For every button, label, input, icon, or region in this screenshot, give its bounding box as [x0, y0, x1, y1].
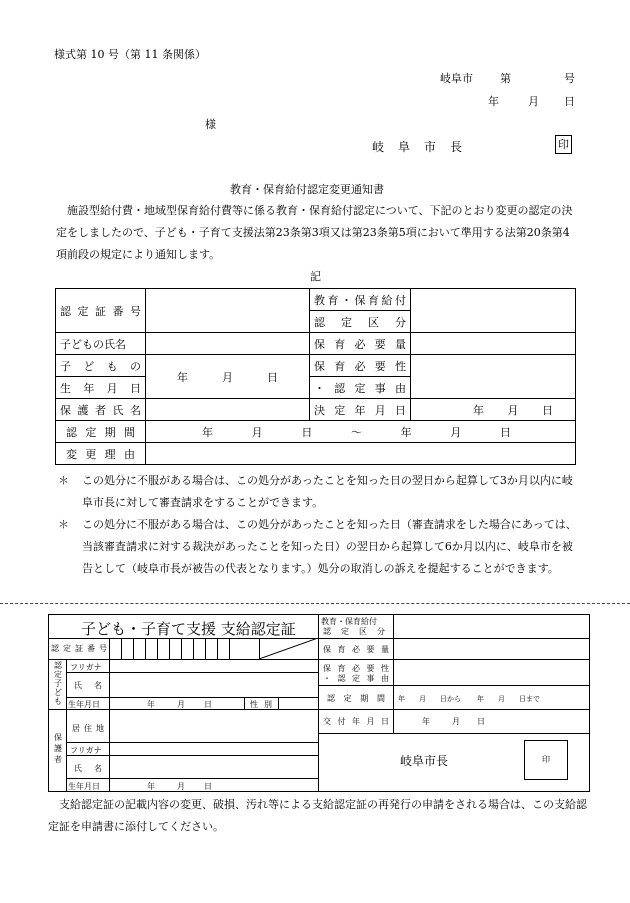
label-edu-cat-2: 認 定 区 分: [310, 311, 411, 333]
child-birth-month: 月: [177, 700, 185, 709]
label-decision-date: 決 定 年 月 日: [310, 399, 411, 421]
guardian-birth-month: 月: [177, 782, 185, 791]
label-need-reason-1: 保 育 必 要 性: [310, 355, 411, 377]
label-child-birth-2: 生 年 月 日: [56, 377, 146, 399]
ki-mark: 記: [310, 270, 321, 283]
cert-label-issue-date: 交 付 年 月 日: [323, 717, 389, 726]
child-birth-label: 生年月日: [68, 700, 100, 709]
guardian-name-label: 氏 名: [74, 764, 102, 773]
cert-label-edu-cat-2: 認 定 区 分: [323, 627, 385, 636]
label-period: 認 定 期 間: [56, 421, 146, 443]
cert-seal-box: 印: [524, 740, 568, 780]
certificate-title: 子ども・子育て支援 支給認定証: [81, 620, 296, 638]
date-month: 月: [528, 95, 539, 108]
cut-line: [0, 603, 630, 604]
guardian-side-label: 保 護 者: [54, 733, 62, 764]
support-certificate: [48, 614, 590, 792]
seal-stamp: 印: [555, 135, 572, 154]
issue-month: 月: [452, 717, 460, 726]
cert-label-edu-cat-1: 教育・保育給付: [321, 617, 377, 626]
child-birth-day: 日: [204, 700, 212, 709]
value-need-reason: [411, 355, 576, 399]
date-day: 日: [564, 95, 575, 108]
value-period: 年 月 日 ～ 年 月 日: [146, 421, 576, 443]
cert-label-period: 認 定 期 間: [327, 694, 385, 703]
value-need-amount: [411, 333, 576, 355]
value-cert-no: [146, 289, 310, 333]
label-guardian: 保 護 者 氏 名: [56, 399, 146, 421]
label-need-reason-2: ・ 認 定 事 由: [310, 377, 411, 399]
guardian-birth-label: 生年月日: [68, 782, 100, 791]
child-birth-year: 年: [147, 700, 155, 709]
guardian-furigana-label: フリガナ: [70, 746, 102, 755]
sex-label: 性 別: [250, 700, 272, 709]
number-dai: 第: [500, 72, 511, 85]
notice-body: 施設型給付費・地域型保育給付費等に係る教育・保育給付認定について、下記のとおり変更の認定の決定をしましたので、子ども・子育て支援法第23条第3項又は第23条第5項において準用する法第20条第4項前段の規定により通知します。: [56, 204, 573, 261]
guardian-birth-year: 年: [147, 782, 155, 791]
diagonal-slash: [259, 638, 318, 659]
label-child-birth-1: 子 ど も の: [56, 355, 146, 377]
date-year: 年: [488, 95, 499, 108]
label-change-reason: 変 更 理 由: [56, 443, 146, 465]
value-edu-cat: [411, 289, 576, 333]
form-number: 様式第 10 号（第 11 条関係）: [54, 48, 206, 61]
child-name-label: 氏 名: [74, 681, 102, 690]
cert-label-need-reason-1: 保 育 必 要 性: [323, 664, 389, 673]
cert-label-need-amount: 保 育 必 要 量: [323, 645, 389, 654]
number-go: 号: [564, 72, 575, 85]
issue-year: 年: [422, 717, 430, 726]
value-change-reason: [146, 443, 576, 465]
mayor-name: 岐 阜 市 長: [372, 140, 462, 154]
issue-day: 日: [477, 717, 485, 726]
value-child-birth: 年 月 日: [146, 355, 310, 399]
issuer-city: 岐阜市: [440, 72, 473, 85]
addressee-sama: 様: [205, 118, 216, 131]
value-guardian: [146, 399, 310, 421]
footer-note: 支給認定証の記載内容の変更、破損、汚れ等による支給認定証の再発行の申請をされる場合は、この支給認定証を申請書に添付してください。: [48, 798, 587, 833]
value-child-name: [146, 333, 310, 355]
note-1: ＊ この処分に不服がある場合は、この処分があったことを知った日の翌日から起算して3か月以内に岐阜市長に対して審査請求をすることができます。: [58, 474, 573, 509]
child-side-label: 認 定 子 ど も: [54, 661, 62, 706]
cert-label-cert-no: 認 定 証 番 号: [51, 644, 107, 653]
cert-label-need-reason-2: ・ 認 定 事 由: [323, 674, 389, 683]
address-label: 居 住 地: [72, 724, 104, 733]
certification-table: [55, 288, 576, 465]
label-need-amount: 保 育 必 要 量: [310, 333, 411, 355]
guardian-birth-day: 日: [204, 782, 212, 791]
label-edu-cat-1: 教 育 ・ 保 育 給 付: [310, 289, 411, 311]
note-2: ＊ この処分に不服がある場合は、この処分があったことを知った日（審査請求をした場合にあっては、当該審査請求に対する裁決があったことを知った日）の翌日から起算して6か月以内に、岐阜市を被告として（岐阜市長が被告の代表となります。）処分の取消しの訴えを提起することができます。: [58, 518, 577, 575]
value-decision-date: 年 月 日: [411, 399, 576, 421]
label-child-name: 子どもの氏名: [56, 333, 146, 355]
cert-mayor: 岐阜市長: [400, 754, 449, 768]
period-values: 年 月 日から 年 月 日まで: [398, 695, 540, 703]
child-furigana-label: フリガナ: [70, 663, 102, 672]
notice-title: 教育・保育給付認定変更通知書: [230, 183, 384, 196]
label-cert-no: 認 定 証 番 号: [56, 289, 146, 333]
